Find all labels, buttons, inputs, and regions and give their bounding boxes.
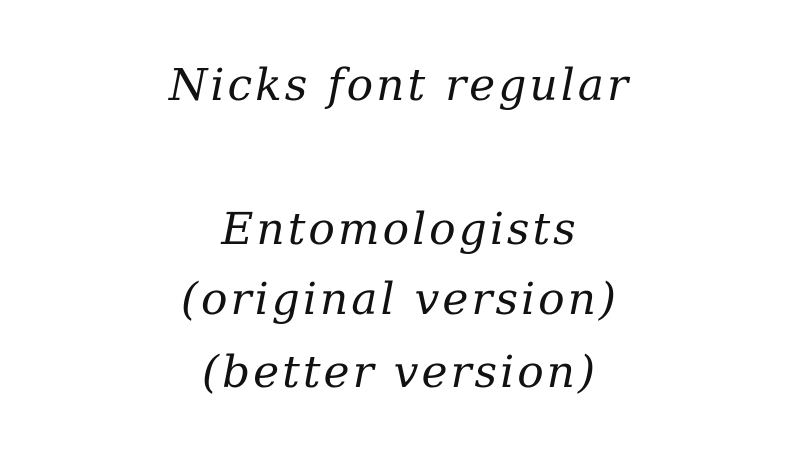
original-version-label: (original version) <box>180 274 620 325</box>
font-name-heading: Nicks font regular <box>168 60 632 111</box>
better-version-label: (better version) <box>201 347 599 398</box>
sample-word: Entomologists <box>221 204 579 255</box>
